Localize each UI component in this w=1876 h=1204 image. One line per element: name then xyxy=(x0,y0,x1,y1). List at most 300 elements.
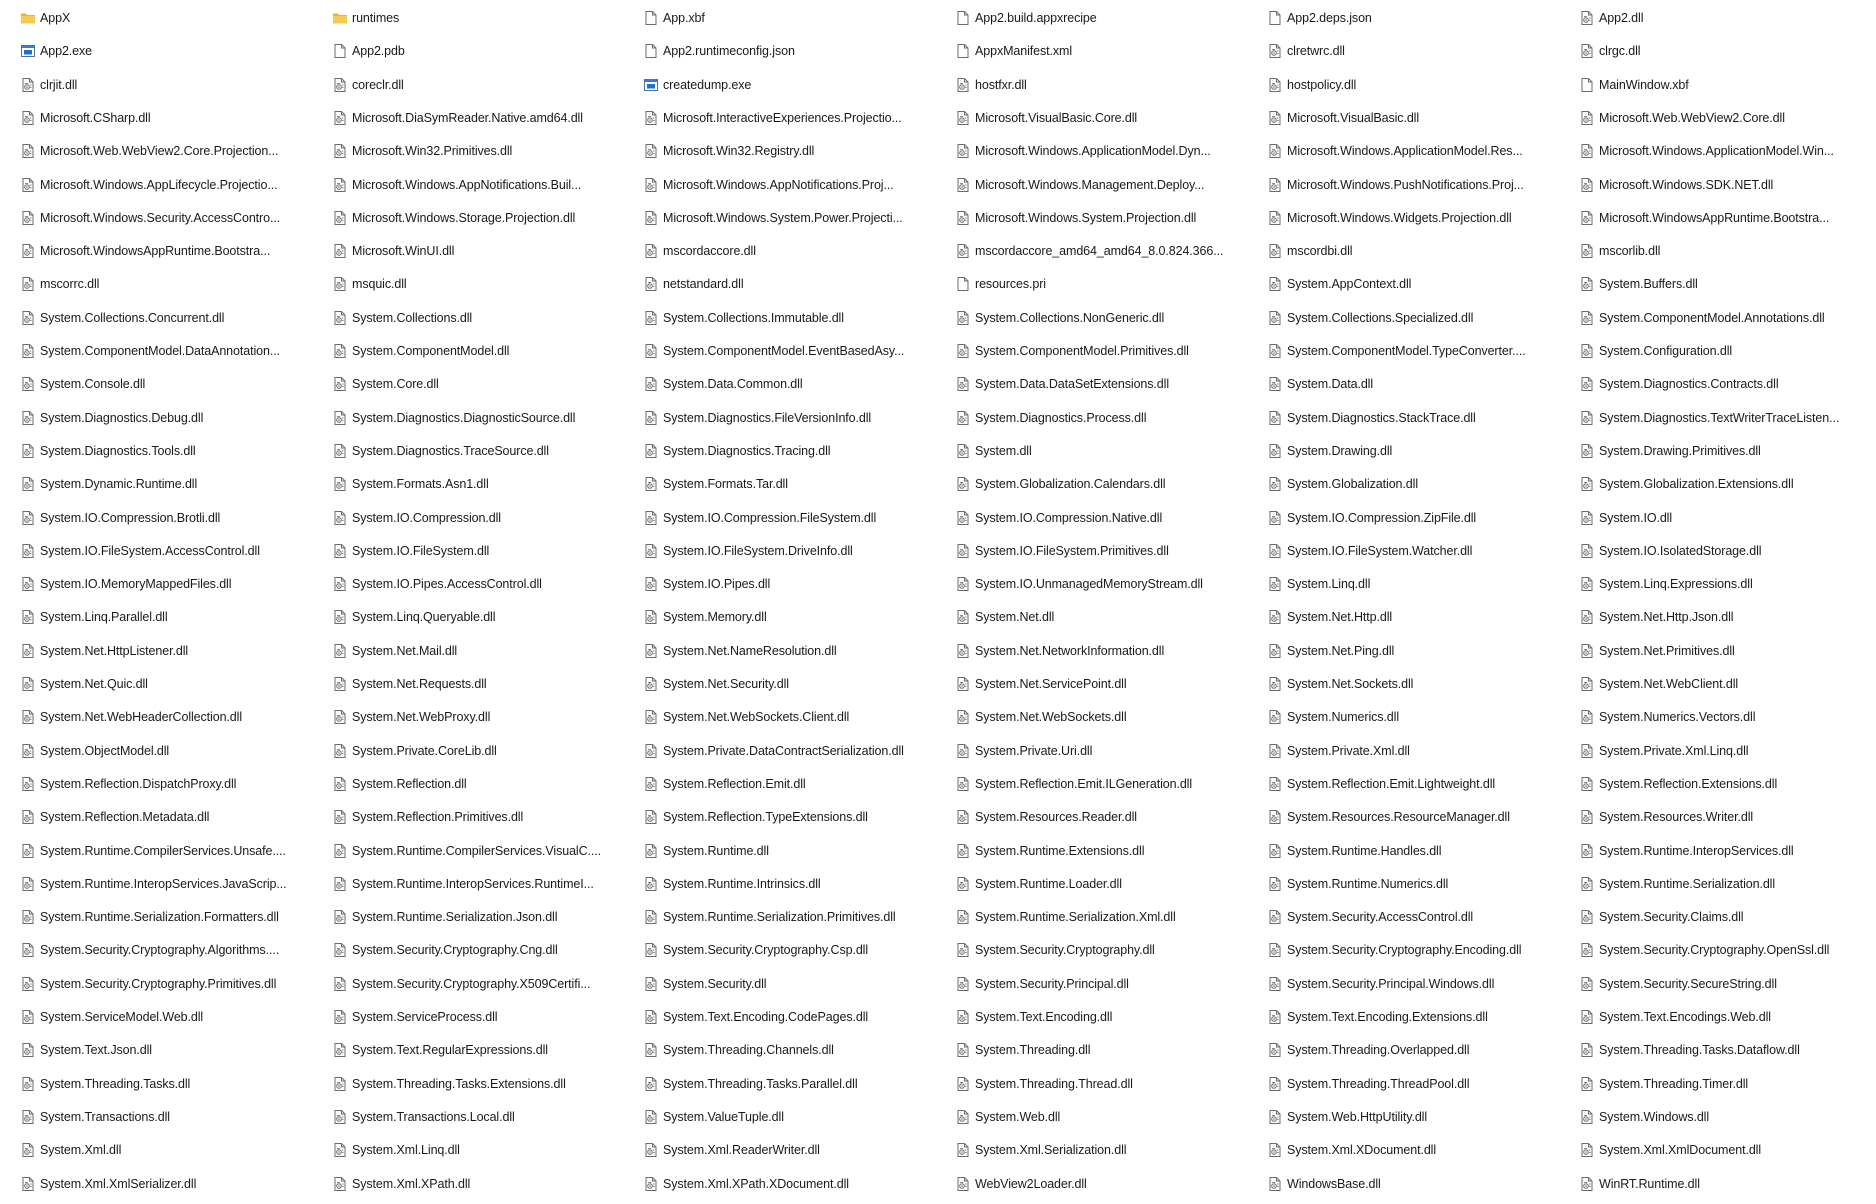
file-item[interactable] xyxy=(954,906,1254,928)
dll-file-icon xyxy=(1579,510,1599,526)
file-item[interactable] xyxy=(1266,307,1566,329)
file-name-label: System.Xml.Serialization.dll xyxy=(975,1143,1127,1158)
file-item[interactable] xyxy=(19,1039,319,1061)
file-item[interactable] xyxy=(1266,340,1566,362)
file-item[interactable] xyxy=(954,440,1254,462)
file-item[interactable] xyxy=(642,340,942,362)
file-name-label: System.IO.dll xyxy=(1599,510,1673,525)
file-item[interactable] xyxy=(331,773,631,795)
dll-file-icon xyxy=(1579,343,1599,359)
file-item[interactable] xyxy=(1266,1173,1566,1195)
file-item[interactable] xyxy=(1266,440,1566,462)
file-item[interactable] xyxy=(19,440,319,462)
file-item[interactable] xyxy=(954,573,1254,595)
dll-file-icon xyxy=(643,1176,663,1192)
dll-file-icon xyxy=(955,809,975,825)
file-item[interactable] xyxy=(1266,7,1566,29)
file-item[interactable] xyxy=(1266,1039,1566,1061)
file-item[interactable] xyxy=(19,40,319,62)
file-item[interactable] xyxy=(1578,906,1876,928)
file-name-label: Microsoft.Windows.SDK.NET.dll xyxy=(1599,177,1774,192)
file-name-label: App2.exe xyxy=(40,44,93,59)
file-item[interactable] xyxy=(1578,40,1876,62)
file-name-label: System.Net.Sockets.dll xyxy=(1287,677,1414,691)
file-item[interactable] xyxy=(19,1106,319,1128)
file-item[interactable] xyxy=(642,1073,942,1095)
file-item[interactable] xyxy=(19,407,319,429)
file-item[interactable] xyxy=(1266,40,1566,62)
dll-file-icon xyxy=(643,510,663,526)
exe-file-icon xyxy=(643,77,663,93)
file-item[interactable] xyxy=(642,473,942,495)
file-item[interactable] xyxy=(1578,1106,1876,1128)
file-name-label: Microsoft.VisualBasic.dll xyxy=(1287,110,1420,125)
file-item[interactable] xyxy=(1578,840,1876,862)
file-item[interactable] xyxy=(642,540,942,562)
file-item[interactable] xyxy=(954,107,1254,129)
file-item[interactable] xyxy=(331,606,631,628)
dll-file-icon xyxy=(1579,43,1599,59)
file-item[interactable] xyxy=(642,273,942,295)
file-item[interactable] xyxy=(954,1173,1254,1195)
dll-file-icon xyxy=(1267,243,1287,259)
file-item[interactable] xyxy=(642,773,942,795)
file-item[interactable] xyxy=(1578,740,1876,762)
file-item[interactable] xyxy=(642,107,942,129)
file-item[interactable] xyxy=(1266,1106,1566,1128)
file-item[interactable] xyxy=(1578,873,1876,895)
file-name-label: WebView2Loader.dll xyxy=(975,1176,1087,1191)
file-item[interactable] xyxy=(1578,507,1876,529)
file-item[interactable] xyxy=(954,407,1254,429)
file-item[interactable] xyxy=(19,373,319,395)
file-item[interactable] xyxy=(1578,1006,1876,1028)
file-item[interactable] xyxy=(1266,74,1566,96)
file-item[interactable] xyxy=(642,873,942,895)
file-item[interactable] xyxy=(642,207,942,229)
file-item[interactable] xyxy=(331,673,631,695)
file-item[interactable] xyxy=(1266,606,1566,628)
file-name-label: System.Runtime.Handles.dll xyxy=(1287,843,1442,858)
dll-file-icon xyxy=(955,643,975,659)
file-item[interactable] xyxy=(331,740,631,762)
file-item[interactable] xyxy=(1578,1139,1876,1161)
file-item[interactable] xyxy=(642,140,942,162)
file-item[interactable] xyxy=(19,673,319,695)
file-item[interactable] xyxy=(642,1139,942,1161)
file-item[interactable] xyxy=(642,740,942,762)
file-item[interactable] xyxy=(331,640,631,662)
file-item[interactable] xyxy=(642,174,942,196)
dll-file-icon xyxy=(20,1176,40,1192)
file-item[interactable] xyxy=(642,373,942,395)
file-name-label: System.ValueTuple.dll xyxy=(663,1109,784,1124)
file-item[interactable] xyxy=(19,273,319,295)
file-item[interactable] xyxy=(1266,640,1566,662)
file-item[interactable] xyxy=(331,107,631,129)
file-item[interactable] xyxy=(19,939,319,961)
file-item[interactable] xyxy=(331,873,631,895)
file-item[interactable] xyxy=(642,806,942,828)
file-item[interactable] xyxy=(19,773,319,795)
file-item[interactable] xyxy=(1578,473,1876,495)
file-item[interactable] xyxy=(954,973,1254,995)
file-item[interactable] xyxy=(1266,706,1566,728)
file-item[interactable] xyxy=(1578,307,1876,329)
file-item[interactable] xyxy=(1578,240,1876,262)
file-item[interactable] xyxy=(1266,473,1566,495)
file-name-label: System.Runtime.Serialization.Xml.dll xyxy=(975,910,1176,925)
file-item[interactable] xyxy=(642,440,942,462)
file-item[interactable] xyxy=(19,507,319,529)
file-item[interactable] xyxy=(1578,174,1876,196)
file-item[interactable] xyxy=(331,140,631,162)
file-item[interactable] xyxy=(1266,573,1566,595)
file-item[interactable] xyxy=(331,1006,631,1028)
file-item[interactable] xyxy=(1266,1139,1566,1161)
file-item[interactable] xyxy=(954,1073,1254,1095)
dll-file-icon xyxy=(955,510,975,526)
file-name-label: System.Numerics.Vectors.dll xyxy=(1599,710,1756,725)
file-item[interactable] xyxy=(1578,640,1876,662)
file-item[interactable] xyxy=(642,307,942,329)
file-item[interactable] xyxy=(1578,606,1876,628)
dll-file-icon xyxy=(1579,709,1599,725)
dll-file-icon xyxy=(643,1009,663,1025)
file-item[interactable] xyxy=(642,606,942,628)
dll-file-icon xyxy=(20,909,40,925)
file-name-label: Microsoft.Windows.ApplicationModel.Win... xyxy=(1599,144,1834,159)
file-name-label: System.Threading.Channels.dll xyxy=(663,1043,834,1058)
file-item[interactable] xyxy=(954,640,1254,662)
file-name-label: System.Security.Cryptography.OpenSsl.dll xyxy=(1599,943,1830,958)
file-item[interactable] xyxy=(954,673,1254,695)
file-item[interactable] xyxy=(19,606,319,628)
file-item[interactable] xyxy=(1266,1006,1566,1028)
file-item[interactable] xyxy=(19,207,319,229)
file-name-label: System.Drawing.dll xyxy=(1287,443,1393,458)
file-item[interactable] xyxy=(1578,673,1876,695)
file-item[interactable] xyxy=(331,906,631,928)
file-name-label: System.Transactions.dll xyxy=(40,1109,170,1124)
file-item[interactable] xyxy=(331,973,631,995)
dll-file-icon xyxy=(1267,909,1287,925)
file-item[interactable] xyxy=(642,840,942,862)
file-item[interactable] xyxy=(331,407,631,429)
file-item[interactable] xyxy=(642,1106,942,1128)
file-item[interactable] xyxy=(331,240,631,262)
file-item[interactable] xyxy=(331,307,631,329)
file-name-label: System.Text.Json.dll xyxy=(40,1043,152,1058)
file-item[interactable] xyxy=(1266,740,1566,762)
file-item[interactable] xyxy=(1578,706,1876,728)
file-item[interactable] xyxy=(642,240,942,262)
file-item[interactable] xyxy=(1578,273,1876,295)
file-item[interactable] xyxy=(331,207,631,229)
file-item[interactable] xyxy=(954,7,1254,29)
file-item[interactable] xyxy=(954,1039,1254,1061)
dll-file-icon xyxy=(332,343,352,359)
file-name-label: System.IO.FileSystem.Primitives.dll xyxy=(975,543,1169,558)
file-name-label: System.Linq.Expressions.dll xyxy=(1599,577,1753,592)
file-name-label: System.AppContext.dll xyxy=(1287,277,1412,292)
file-item[interactable] xyxy=(642,640,942,662)
file-item[interactable] xyxy=(642,507,942,529)
file-item[interactable] xyxy=(19,340,319,362)
file-item[interactable] xyxy=(642,7,942,29)
file-item[interactable] xyxy=(331,1039,631,1061)
file-item[interactable] xyxy=(1266,207,1566,229)
file-name-label: System.Linq.dll xyxy=(1287,577,1371,592)
file-item[interactable] xyxy=(642,973,942,995)
file-name-label: System.Runtime.Serialization.Formatters.dll xyxy=(40,910,279,925)
file-item[interactable] xyxy=(1578,207,1876,229)
file-item[interactable] xyxy=(1266,407,1566,429)
file-item[interactable] xyxy=(954,740,1254,762)
file-name-label: System.Security.Cryptography.dll xyxy=(975,943,1155,958)
file-item[interactable] xyxy=(19,140,319,162)
exe-file-icon xyxy=(20,43,40,59)
file-name-label: App.xbf xyxy=(663,11,705,25)
file-item[interactable] xyxy=(954,1139,1254,1161)
file-item[interactable] xyxy=(954,939,1254,961)
file-name-label: System.Threading.Tasks.Extensions.dll xyxy=(352,1076,566,1091)
file-item[interactable] xyxy=(1578,407,1876,429)
file-name-label: Microsoft.Windows.Management.Deploy... xyxy=(975,177,1205,192)
file-item[interactable] xyxy=(19,740,319,762)
file-item[interactable] xyxy=(331,1139,631,1161)
file-name-label: System.Net.ServicePoint.dll xyxy=(975,677,1127,691)
file-item[interactable] xyxy=(1266,107,1566,129)
dll-file-icon xyxy=(1579,609,1599,625)
dll-file-icon xyxy=(332,210,352,226)
folder-item[interactable] xyxy=(331,7,631,29)
dll-file-icon xyxy=(20,1009,40,1025)
file-item[interactable] xyxy=(642,74,942,96)
dll-file-icon xyxy=(332,976,352,992)
file-item[interactable] xyxy=(954,340,1254,362)
file-item[interactable] xyxy=(954,507,1254,529)
file-item[interactable] xyxy=(1578,373,1876,395)
file-item[interactable] xyxy=(642,1173,942,1195)
file-item[interactable] xyxy=(1266,240,1566,262)
file-item[interactable] xyxy=(19,473,319,495)
file-item[interactable] xyxy=(1266,906,1566,928)
file-item[interactable] xyxy=(954,840,1254,862)
file-item[interactable] xyxy=(642,706,942,728)
file-item[interactable] xyxy=(331,840,631,862)
file-item[interactable] xyxy=(954,1106,1254,1128)
file-item[interactable] xyxy=(1266,1073,1566,1095)
file-item[interactable] xyxy=(1266,273,1566,295)
dll-file-icon xyxy=(955,1176,975,1192)
file-item[interactable] xyxy=(1578,440,1876,462)
file-name-label: System.Xml.XmlDocument.dll xyxy=(1599,1143,1762,1158)
file-name-label: System.ComponentModel.TypeConverter.... xyxy=(1287,344,1526,358)
file-item[interactable] xyxy=(331,540,631,562)
file-name-label: System.Formats.Tar.dll xyxy=(663,477,788,492)
file-item[interactable] xyxy=(1578,773,1876,795)
folder-item[interactable] xyxy=(19,7,319,29)
file-item[interactable] xyxy=(19,806,319,828)
file-item[interactable] xyxy=(1578,140,1876,162)
file-item[interactable] xyxy=(1578,1073,1876,1095)
file-item[interactable] xyxy=(1578,573,1876,595)
file-item[interactable] xyxy=(331,806,631,828)
dll-file-icon xyxy=(20,110,40,126)
file-item[interactable] xyxy=(331,706,631,728)
file-item[interactable] xyxy=(19,307,319,329)
file-item[interactable] xyxy=(1578,1039,1876,1061)
file-item[interactable] xyxy=(954,773,1254,795)
dll-file-icon xyxy=(332,909,352,925)
file-name-label: System.IO.Pipes.AccessControl.dll xyxy=(352,577,542,592)
dll-file-icon xyxy=(20,809,40,825)
file-item[interactable] xyxy=(19,906,319,928)
file-item[interactable] xyxy=(954,540,1254,562)
file-item[interactable] xyxy=(642,1039,942,1061)
file-name-label: System.Reflection.Extensions.dll xyxy=(1599,776,1778,791)
file-item[interactable] xyxy=(642,1006,942,1028)
file-item[interactable] xyxy=(331,1173,631,1195)
file-name-label: MainWindow.xbf xyxy=(1599,77,1689,92)
file-item[interactable] xyxy=(642,407,942,429)
file-item[interactable] xyxy=(1578,74,1876,96)
file-item[interactable] xyxy=(954,74,1254,96)
file-item[interactable] xyxy=(954,806,1254,828)
dll-file-icon xyxy=(332,1142,352,1158)
file-item[interactable] xyxy=(1266,840,1566,862)
file-item[interactable] xyxy=(331,939,631,961)
file-item[interactable] xyxy=(1578,340,1876,362)
dll-file-icon xyxy=(20,77,40,93)
dll-file-icon xyxy=(1579,110,1599,126)
file-item[interactable] xyxy=(331,440,631,462)
file-name-label: resources.pri xyxy=(975,277,1046,292)
dll-file-icon xyxy=(955,743,975,759)
file-item[interactable] xyxy=(19,973,319,995)
file-item[interactable] xyxy=(954,873,1254,895)
file-item[interactable] xyxy=(1578,107,1876,129)
file-item[interactable] xyxy=(1266,773,1566,795)
file-item[interactable] xyxy=(331,473,631,495)
file-item[interactable] xyxy=(331,174,631,196)
file-item[interactable] xyxy=(1266,540,1566,562)
file-item[interactable] xyxy=(954,1006,1254,1028)
file-item[interactable] xyxy=(954,307,1254,329)
file-item[interactable] xyxy=(954,207,1254,229)
file-item[interactable] xyxy=(1578,939,1876,961)
file-item[interactable] xyxy=(331,573,631,595)
file-item[interactable] xyxy=(19,174,319,196)
file-item[interactable] xyxy=(954,174,1254,196)
file-item[interactable] xyxy=(642,906,942,928)
file-item[interactable] xyxy=(331,373,631,395)
file-item[interactable] xyxy=(1266,507,1566,529)
file-item[interactable] xyxy=(1266,806,1566,828)
dll-file-icon xyxy=(20,543,40,559)
file-item[interactable] xyxy=(1266,174,1566,196)
file-item[interactable] xyxy=(331,40,631,62)
file-item[interactable] xyxy=(331,1073,631,1095)
file-name-label: System.Threading.Tasks.Parallel.dll xyxy=(663,1076,858,1091)
file-item[interactable] xyxy=(954,373,1254,395)
file-name-label: System.Threading.Timer.dll xyxy=(1599,1076,1749,1091)
dll-file-icon xyxy=(1579,443,1599,459)
file-item[interactable] xyxy=(331,1106,631,1128)
dll-file-icon xyxy=(1579,743,1599,759)
dll-file-icon xyxy=(20,177,40,193)
file-item[interactable] xyxy=(19,240,319,262)
file-name-label: System.Reflection.Emit.ILGeneration.dll xyxy=(975,776,1193,791)
file-name-label: System.Security.AccessControl.dll xyxy=(1287,910,1474,925)
dll-file-icon xyxy=(955,609,975,625)
file-item[interactable] xyxy=(19,1173,319,1195)
file-item[interactable] xyxy=(1578,1173,1876,1195)
file-item[interactable] xyxy=(19,706,319,728)
file-item[interactable] xyxy=(1266,973,1566,995)
file-item[interactable] xyxy=(19,873,319,895)
file-item[interactable] xyxy=(1266,673,1566,695)
dll-file-icon xyxy=(643,809,663,825)
file-item[interactable] xyxy=(954,706,1254,728)
file-item[interactable] xyxy=(1266,939,1566,961)
file-item[interactable] xyxy=(954,140,1254,162)
file-name-label: System.Reflection.Emit.Lightweight.dll xyxy=(1287,776,1496,791)
file-item[interactable] xyxy=(19,1006,319,1028)
generic-file-icon xyxy=(955,276,975,292)
file-item[interactable] xyxy=(19,573,319,595)
file-item[interactable] xyxy=(331,340,631,362)
file-item[interactable] xyxy=(954,473,1254,495)
file-item[interactable] xyxy=(19,540,319,562)
file-item[interactable] xyxy=(1266,373,1566,395)
file-item[interactable] xyxy=(19,107,319,129)
file-item[interactable] xyxy=(1266,873,1566,895)
dll-file-icon xyxy=(1579,809,1599,825)
file-item[interactable] xyxy=(331,507,631,529)
file-item[interactable] xyxy=(642,673,942,695)
file-item[interactable] xyxy=(1266,140,1566,162)
file-item[interactable] xyxy=(642,939,942,961)
file-item[interactable] xyxy=(642,40,942,62)
dll-file-icon xyxy=(1579,410,1599,426)
file-item[interactable] xyxy=(1578,7,1876,29)
file-item[interactable] xyxy=(19,840,319,862)
file-name-label: System.Net.Security.dll xyxy=(663,677,789,691)
dll-file-icon xyxy=(332,510,352,526)
file-item[interactable] xyxy=(19,74,319,96)
file-name-label: System.dll xyxy=(975,443,1032,458)
file-item[interactable] xyxy=(19,1073,319,1095)
file-item[interactable] xyxy=(954,606,1254,628)
file-item[interactable] xyxy=(1578,806,1876,828)
dll-file-icon xyxy=(643,976,663,992)
file-item[interactable] xyxy=(331,273,631,295)
file-item[interactable] xyxy=(19,640,319,662)
file-item[interactable] xyxy=(954,240,1254,262)
folder-icon xyxy=(332,10,352,26)
file-item[interactable] xyxy=(1578,973,1876,995)
file-item[interactable] xyxy=(954,40,1254,62)
file-item[interactable] xyxy=(331,74,631,96)
file-item[interactable] xyxy=(19,1139,319,1161)
file-item[interactable] xyxy=(954,273,1254,295)
file-name-label: System.Net.Http.dll xyxy=(1287,610,1393,625)
file-item[interactable] xyxy=(1578,540,1876,562)
file-item[interactable] xyxy=(642,573,942,595)
dll-file-icon xyxy=(332,643,352,659)
